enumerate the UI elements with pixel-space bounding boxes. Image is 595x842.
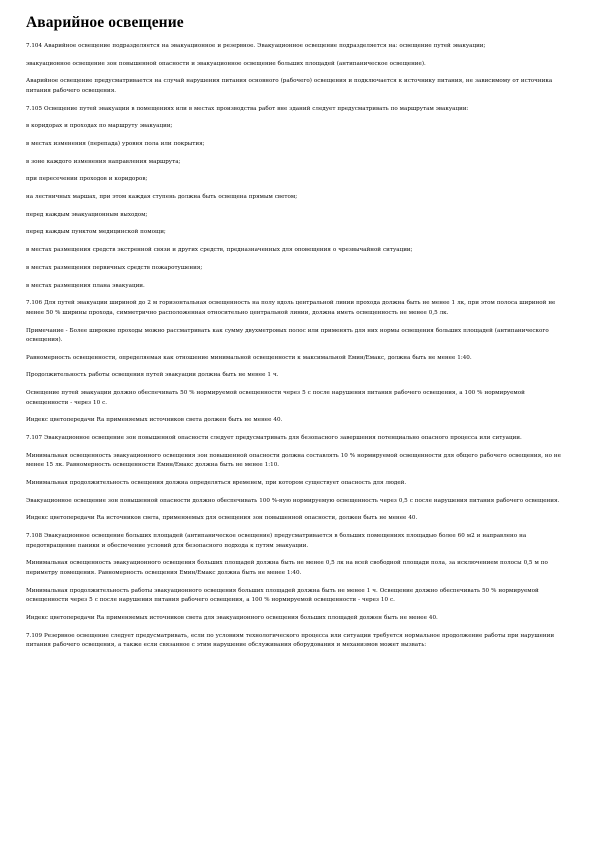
paragraph: 7.107 Эвакуационное освещение зон повышенной опасности следует предусматривать для безопасного завершения потенциально опасного процесса или ситуации. — [26, 435, 522, 442]
list-item: в местах размещения средств экстренной связи и других средств, предназначенных для оповещения о чрезвычайной ситуации; — [26, 247, 413, 254]
paragraph: 7.106 Для путей эвакуации шириной до 2 м горизонтальная освещенность на полу вдоль центральной линии прохода должна быть не менее 1 лк, при этом полоса шириной не менее 50 % ширины прохода, симметрично расположенная относительно центральной линии, должна иметь освещенность не менее 0,5 лк. — [26, 300, 556, 316]
paragraph: Минимальная продолжительность работы эвакуационного освещения больших площадей должна быть не менее 1 ч. Освещение должно обеспечивать 50 % нормируемой освещенности через 5 с после нарушения питания рабочего освещения, а 100 % нормируемой освещенности - через 10 с. — [26, 587, 539, 604]
paragraph: Минимальная продолжительность освещения должна определяться временем, при котором существует опасность для людей. — [26, 480, 407, 487]
paragraph: Равномерность освещенности, определяемая как отношение минимальной освещенности к максимальной Емин/Емакс, должна быть не менее 1:40. — [26, 354, 472, 361]
document-body — [26, 42, 569, 651]
list-item: в коридорах и проходах по маршруту эвакуации; — [26, 123, 173, 130]
list-item: в местах размещения плана эвакуации. — [26, 282, 145, 289]
paragraph: Минимальная освещенность эвакуационного освещения больших площадей должна быть не менее 0,5 лк на всей свободной площади пола, за исключением полосы 0,5 м по периметру помещения. Равномерность освещения Емин/Емакс должна быть не менее 1:40. — [26, 560, 548, 577]
paragraph: 7.105 Освещение путей эвакуации в помещениях или в местах производства работ вне зданий следует предусматривать по маршрутам эвакуации: — [26, 105, 469, 112]
paragraph: 7.104 Аварийное освещение подразделяется на эвакуационное и резервное. Эвакуационное освещение подразделяется на: освещение путей эвакуации; — [26, 43, 486, 49]
list-item: в зоне каждого изменения направления маршрута; — [26, 158, 181, 165]
document-title: Аварийное освещение — [26, 14, 184, 31]
list-item: на лестничных маршах, при этом каждая ступень должна быть освещена прямым светом; — [26, 194, 298, 201]
paragraph: Минимальная освещенность эвакуационного освещения зон повышенной опасности должна составлять 10 % нормируемой освещенности для общего рабочего освещения, но не менее 15 лк. Равномерность освещенности Емин/Емакс должна быть не менее 1:10. — [26, 452, 561, 469]
note-paragraph: Примечание - Более широкие проходы можно рассматривать как сумму двухметровых полос или применять для них нормы освещения больших площадей (антипанического освещения). — [26, 327, 549, 344]
list-item: в местах изменения (перепада) уровня пола или покрытия; — [26, 141, 205, 148]
paragraph: Продолжительность работы освещения путей эвакуации должна быть не менее 1 ч. — [26, 372, 279, 379]
list-item: перед каждым пунктом медицинской помощи; — [26, 229, 166, 236]
paragraph: Индекс цветопередачи Ra применяемых источников света должен быть не менее 40. — [26, 417, 283, 424]
paragraph: Аварийное освещение предусматривается на случай нарушения питания основного (рабочего) освещения и подключается к источнику питания, не зависимому от источника питания рабочего освещения. — [26, 78, 553, 94]
paragraph: Эвакуационное освещение зон повышенной опасности должно обеспечивать 100 %-ную нормируемую освещенность через 0,5 с после нарушения питания рабочего освещения. — [26, 497, 560, 504]
paragraph: 7.108 Эвакуационное освещение больших площадей (антипаническое освещение) предусматривается в больших помещениях площадью более 60 м2 и направлено на предотвращение паники и обеспечение условий для безопасного подхода к путям эвакуации. — [26, 533, 527, 549]
paragraph: Индекс цветопередачи Ra применяемых источников света для эвакуационного освещения больших площадей должен быть не менее 40. — [26, 615, 438, 621]
list-item: перед каждым эвакуационным выходом; — [26, 211, 148, 218]
paragraph: Индекс цветопередачи Ra источников света, применяемых для освещения зон повышенной опасности, должен быть не менее 40. — [26, 515, 418, 522]
list-item: при пересечении проходов и коридоров; — [26, 176, 148, 183]
list-item: в местах размещения первичных средств пожаротушения; — [26, 264, 203, 271]
paragraph: 7.109 Резервное освещение следует предусматривать, если по условиям технологического процесса или ситуации требуется нормальное продолжение работы при нарушении питания рабочего освещения, а также если связанное с этим нарушение обслуживания оборудования и механизмов может вызвать: — [26, 632, 555, 649]
paragraph: эвакуационное освещение зон повышенной опасности и эвакуационное освещение больших площадей (антипаническое освещение). — [26, 60, 426, 67]
paragraph: Освещение путей эвакуации должно обеспечивать 50 % нормируемой освещенности через 5 с после нарушения питания рабочего освещения, а 100 % нормируемой освещенности - через 10 с. — [26, 390, 525, 406]
